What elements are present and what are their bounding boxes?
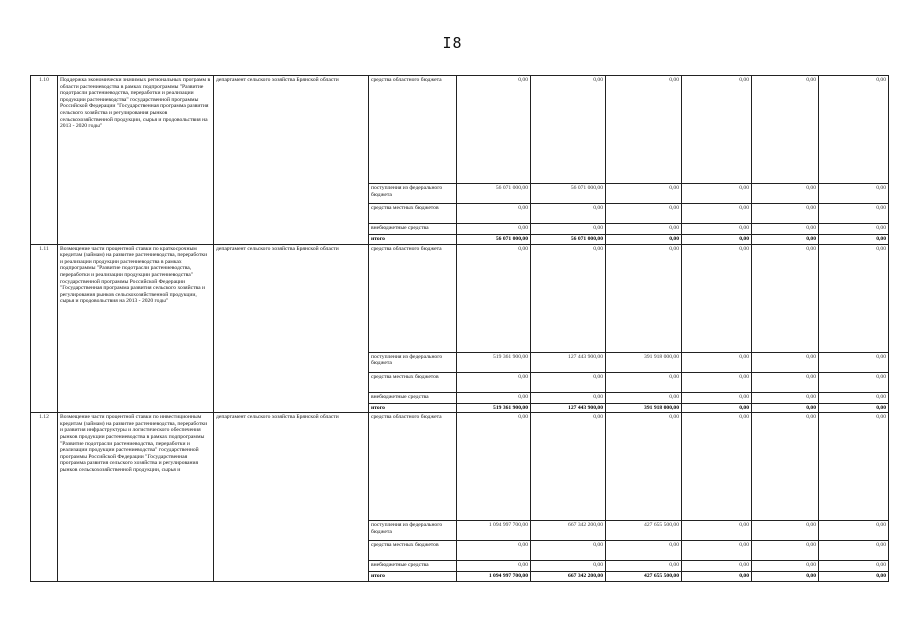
amount-cell: 0,00: [606, 244, 682, 352]
measure-description: Возмещение части процентной ставки по инвестиционным кредитам (займам) на развитие растениеводства, переработки и развития инфраструктуры и логистического обеспечения рынков продукции растениеводства в рамках подпрограммы "Развитие подотрасли растениеводства, переработки и реализации продукции растениеводства" государственной программы Российской Федерации "Государственная программа развития сельского хозяйства и регулирования рынков сельскохозяйственной продукции, сырья и: [58, 413, 214, 582]
amount-cell: 0,00: [819, 572, 889, 582]
amount-cell: 0,00: [682, 184, 752, 204]
funding-source: итого: [369, 235, 457, 245]
budget-table: [30, 75, 889, 582]
amount-cell: 0,00: [531, 244, 606, 352]
amount-cell: 0,00: [819, 372, 889, 392]
amount-cell: 0,00: [606, 413, 682, 521]
table-row: [31, 76, 889, 184]
amount-cell: 427 655 500,00: [606, 521, 682, 541]
funding-source: средства местных бюджетов: [369, 204, 457, 224]
amount-cell: 56 071 000,00: [457, 235, 531, 245]
amount-cell: 0,00: [819, 561, 889, 572]
amount-cell: 0,00: [819, 244, 889, 352]
amount-cell: 0,00: [819, 392, 889, 403]
amount-cell: 0,00: [682, 204, 752, 224]
amount-cell: 0,00: [682, 76, 752, 184]
amount-cell: 0,00: [752, 403, 819, 413]
amount-cell: 519 361 900,00: [457, 352, 531, 372]
amount-cell: 0,00: [752, 244, 819, 352]
amount-cell: 0,00: [682, 572, 752, 582]
amount-cell: 0,00: [531, 372, 606, 392]
amount-cell: 0,00: [606, 204, 682, 224]
amount-cell: 0,00: [819, 235, 889, 245]
funding-source: средства местных бюджетов: [369, 541, 457, 561]
row-number: 1.12: [31, 413, 58, 582]
measure-description: Возмещение части процентной ставки по краткосрочным кредитам (займам) на развитие растениеводства, переработки и реализации продукции растениеводства в рамках подпрограммы "Развитие подотрасли растениеводства, переработки и реализации продукции растениеводства" государственной программы Российской Федерации "Государственная программа развития сельского хозяйства и регулирования рынков сельскохозяйственной продукции, сырья и продовольствия на 2013 - 2020 годы": [58, 244, 214, 413]
amount-cell: 0,00: [606, 224, 682, 235]
amount-cell: 56 071 000,00: [531, 235, 606, 245]
funding-source: итого: [369, 572, 457, 582]
amount-cell: 0,00: [752, 352, 819, 372]
funding-source: итого: [369, 403, 457, 413]
funding-source: средства местных бюджетов: [369, 372, 457, 392]
amount-cell: 0,00: [682, 541, 752, 561]
amount-cell: 0,00: [531, 76, 606, 184]
amount-cell: 0,00: [752, 521, 819, 541]
amount-cell: 0,00: [531, 392, 606, 403]
amount-cell: 0,00: [752, 76, 819, 184]
amount-cell: 0,00: [457, 76, 531, 184]
amount-cell: 0,00: [531, 224, 606, 235]
amount-cell: 391 918 000,00: [606, 403, 682, 413]
amount-cell: 56 071 000,00: [531, 184, 606, 204]
funding-source: поступления из федерального бюджета: [369, 184, 457, 204]
amount-cell: 427 655 500,00: [606, 572, 682, 582]
amount-cell: 0,00: [819, 224, 889, 235]
amount-cell: 0,00: [457, 541, 531, 561]
amount-cell: 0,00: [819, 76, 889, 184]
funding-source: средства областного бюджета: [369, 76, 457, 184]
amount-cell: 667 342 200,00: [531, 572, 606, 582]
amount-cell: 0,00: [752, 235, 819, 245]
amount-cell: 0,00: [819, 352, 889, 372]
amount-cell: 127 443 900,00: [531, 352, 606, 372]
amount-cell: 391 918 000,00: [606, 352, 682, 372]
amount-cell: 0,00: [819, 184, 889, 204]
amount-cell: 0,00: [752, 541, 819, 561]
amount-cell: 0,00: [682, 561, 752, 572]
amount-cell: 0,00: [457, 224, 531, 235]
amount-cell: 0,00: [457, 372, 531, 392]
funding-source: поступления из федерального бюджета: [369, 521, 457, 541]
amount-cell: 0,00: [457, 561, 531, 572]
amount-cell: 0,00: [457, 413, 531, 521]
amount-cell: 56 071 000,00: [457, 184, 531, 204]
amount-cell: 0,00: [752, 392, 819, 403]
amount-cell: 0,00: [457, 244, 531, 352]
amount-cell: 0,00: [606, 235, 682, 245]
measure-description: Поддержка экономически значимых региональных программ в области растениеводства в рамках подпрограммы "Развитие подотрасли растениеводства, переработки и реализации продукции растениеводства" государственной программы Российской Федерации "Государственная программа развития сельского хозяйства и регулирования рынков сельскохозяйственной продукции, сырья и продовольствия на 2013 - 2020 годы": [58, 76, 214, 245]
amount-cell: 0,00: [682, 235, 752, 245]
amount-cell: 0,00: [819, 403, 889, 413]
amount-cell: 0,00: [682, 244, 752, 352]
amount-cell: 0,00: [752, 561, 819, 572]
amount-cell: 0,00: [752, 224, 819, 235]
funding-source: поступления из федерального бюджета: [369, 352, 457, 372]
amount-cell: 0,00: [819, 413, 889, 521]
amount-cell: 0,00: [752, 204, 819, 224]
amount-cell: 0,00: [819, 541, 889, 561]
amount-cell: 0,00: [682, 372, 752, 392]
amount-cell: 667 342 200,00: [531, 521, 606, 541]
amount-cell: 0,00: [606, 184, 682, 204]
responsible-department: департамент сельского хозяйства Брянской области: [214, 244, 369, 413]
amount-cell: 0,00: [752, 184, 819, 204]
funding-source: внебюджетные средства: [369, 392, 457, 403]
funding-source: внебюджетные средства: [369, 224, 457, 235]
table-row: [31, 244, 889, 352]
amount-cell: 0,00: [531, 413, 606, 521]
amount-cell: 1 094 997 700,00: [457, 572, 531, 582]
amount-cell: 0,00: [682, 224, 752, 235]
funding-source: средства областного бюджета: [369, 244, 457, 352]
amount-cell: 0,00: [682, 403, 752, 413]
funding-source: внебюджетные средства: [369, 561, 457, 572]
amount-cell: 0,00: [531, 204, 606, 224]
amount-cell: 0,00: [531, 561, 606, 572]
funding-source: средства областного бюджета: [369, 413, 457, 521]
row-number: 1.11: [31, 244, 58, 413]
table-row: [31, 413, 889, 521]
amount-cell: 0,00: [606, 372, 682, 392]
amount-cell: 0,00: [682, 352, 752, 372]
amount-cell: 127 443 900,00: [531, 403, 606, 413]
amount-cell: 0,00: [752, 572, 819, 582]
row-number: 1.10: [31, 76, 58, 245]
amount-cell: 1 094 997 700,00: [457, 521, 531, 541]
amount-cell: 0,00: [531, 541, 606, 561]
responsible-department: департамент сельского хозяйства Брянской области: [214, 413, 369, 582]
amount-cell: 0,00: [606, 541, 682, 561]
amount-cell: 0,00: [457, 204, 531, 224]
amount-cell: 0,00: [606, 561, 682, 572]
amount-cell: 0,00: [752, 372, 819, 392]
amount-cell: 0,00: [682, 392, 752, 403]
amount-cell: 0,00: [457, 392, 531, 403]
amount-cell: 0,00: [819, 204, 889, 224]
amount-cell: 0,00: [682, 521, 752, 541]
page-number: I8: [442, 34, 463, 52]
responsible-department: департамент сельского хозяйства Брянской области: [214, 76, 369, 245]
amount-cell: 0,00: [606, 76, 682, 184]
amount-cell: 0,00: [606, 392, 682, 403]
amount-cell: 0,00: [682, 413, 752, 521]
amount-cell: 0,00: [752, 413, 819, 521]
amount-cell: 0,00: [819, 521, 889, 541]
amount-cell: 519 361 900,00: [457, 403, 531, 413]
